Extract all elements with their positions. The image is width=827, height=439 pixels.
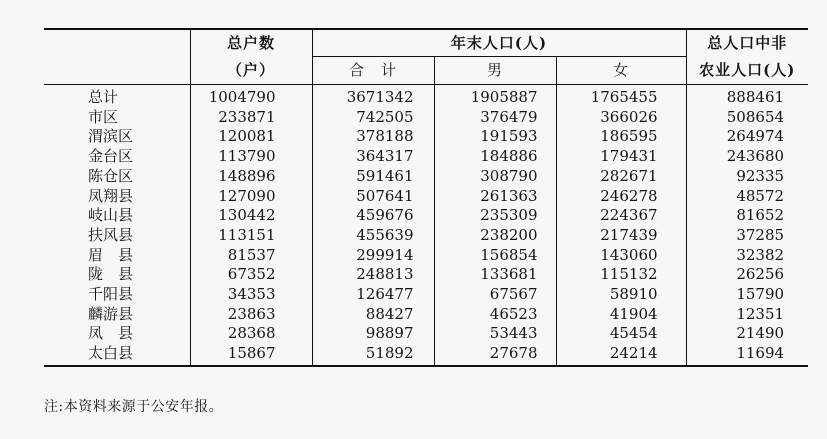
- table-row: [44, 344, 808, 366]
- nonagricultural-population-cell: 15790: [686, 285, 808, 305]
- male-population-cell: 156854: [434, 246, 556, 266]
- households-cell: 233871: [190, 108, 312, 128]
- table-row: [44, 206, 808, 226]
- nonagricultural-population-cell: 37285: [686, 226, 808, 246]
- female-population-cell: 246278: [556, 187, 686, 207]
- header-households-unit: （户）: [190, 57, 312, 85]
- female-population-cell: 186595: [556, 127, 686, 147]
- total-population-cell: 98897: [312, 324, 434, 344]
- table-header: [44, 29, 808, 85]
- nonagricultural-population-cell: 92335: [686, 167, 808, 187]
- households-cell: 113151: [190, 226, 312, 246]
- nonagricultural-population-cell: 32382: [686, 246, 808, 266]
- table-row: [44, 324, 808, 344]
- households-cell: 130442: [190, 206, 312, 226]
- total-population-cell: 51892: [312, 344, 434, 366]
- male-population-cell: 53443: [434, 324, 556, 344]
- nonagricultural-population-cell: 12351: [686, 305, 808, 325]
- households-cell: 34353: [190, 285, 312, 305]
- region-name-cell: 陇 县: [88, 265, 134, 284]
- table-row: [44, 265, 808, 285]
- table-row: [44, 285, 808, 305]
- header-male: 男: [434, 57, 556, 85]
- table-row: [44, 167, 808, 187]
- male-population-cell: 308790: [434, 167, 556, 187]
- households-cell: 113790: [190, 147, 312, 167]
- header-region-blank-2: [44, 57, 190, 85]
- region-name-cell: 眉 县: [88, 245, 134, 264]
- nonagricultural-population-cell: 11694: [686, 344, 808, 366]
- table-row: [44, 305, 808, 325]
- region-name-cell: 岐山县: [88, 206, 134, 225]
- female-population-cell: 179431: [556, 147, 686, 167]
- header-female: 女: [556, 57, 686, 85]
- nonagricultural-population-cell: 508654: [686, 108, 808, 128]
- households-cell: 67352: [190, 265, 312, 285]
- header-year-end-population: 年末人口(人): [312, 29, 686, 57]
- male-population-cell: 261363: [434, 187, 556, 207]
- households-cell: 127090: [190, 187, 312, 207]
- total-population-cell: 591461: [312, 167, 434, 187]
- table-row: [44, 246, 808, 266]
- male-population-cell: 376479: [434, 108, 556, 128]
- female-population-cell: 282671: [556, 167, 686, 187]
- male-population-cell: 46523: [434, 305, 556, 325]
- region-name-cell: 凤翔县: [88, 186, 134, 205]
- female-population-cell: 45454: [556, 324, 686, 344]
- region-name-cell: 市区: [88, 107, 119, 126]
- households-cell: 23863: [190, 305, 312, 325]
- header-households: 总户数: [190, 29, 312, 57]
- region-name-cell: 陈仓区: [88, 166, 134, 185]
- households-cell: 81537: [190, 246, 312, 266]
- male-population-cell: 184886: [434, 147, 556, 167]
- total-population-cell: 459676: [312, 206, 434, 226]
- male-population-cell: 27678: [434, 344, 556, 366]
- households-cell: 28368: [190, 324, 312, 344]
- female-population-cell: 1765455: [556, 85, 686, 108]
- header-region-blank: [44, 29, 190, 57]
- female-population-cell: 366026: [556, 108, 686, 128]
- region-name-cell: 千阳县: [88, 285, 134, 304]
- population-table: [44, 28, 808, 367]
- region-name-cell: 麟游县: [88, 304, 134, 323]
- header-total: 合 计: [312, 57, 434, 85]
- total-population-cell: 126477: [312, 285, 434, 305]
- nonagricultural-population-cell: 888461: [686, 85, 808, 108]
- households-cell: 1004790: [190, 85, 312, 108]
- total-population-cell: 248813: [312, 265, 434, 285]
- female-population-cell: 115132: [556, 265, 686, 285]
- table-row: [44, 127, 808, 147]
- nonagricultural-population-cell: 264974: [686, 127, 808, 147]
- male-population-cell: 238200: [434, 226, 556, 246]
- table-row: [44, 226, 808, 246]
- nonagricultural-population-cell: 21490: [686, 324, 808, 344]
- nonagricultural-population-cell: 81652: [686, 206, 808, 226]
- male-population-cell: 1905887: [434, 85, 556, 108]
- population-table-container: [44, 28, 808, 367]
- total-population-cell: 364317: [312, 147, 434, 167]
- total-population-cell: 507641: [312, 187, 434, 207]
- region-name-cell: 金台区: [88, 147, 134, 166]
- region-name-cell: 太白县: [44, 344, 190, 366]
- nonagricultural-population-cell: 48572: [686, 187, 808, 207]
- table-row: [44, 108, 808, 128]
- source-note: 注:本资料来源于公安年报。: [44, 399, 224, 415]
- nonagricultural-population-cell: 243680: [686, 147, 808, 167]
- table-body: [44, 85, 808, 366]
- households-cell: 120081: [190, 127, 312, 147]
- total-population-cell: 742505: [312, 108, 434, 128]
- region-name-cell: 渭滨区: [88, 127, 134, 146]
- nonagricultural-population-cell: 26256: [686, 265, 808, 285]
- table-row: [44, 147, 808, 167]
- total-population-cell: 299914: [312, 246, 434, 266]
- total-population-cell: 455639: [312, 226, 434, 246]
- header-nonagri-line1: 总人口中非: [686, 29, 808, 57]
- region-name-cell: 总计: [88, 88, 119, 106]
- female-population-cell: 24214: [556, 344, 686, 366]
- total-population-cell: 378188: [312, 127, 434, 147]
- households-cell: 15867: [190, 344, 312, 366]
- female-population-cell: 41904: [556, 305, 686, 325]
- female-population-cell: 217439: [556, 226, 686, 246]
- households-cell: 148896: [190, 167, 312, 187]
- header-nonagri-line2: 农业人口(人): [686, 57, 808, 85]
- male-population-cell: 133681: [434, 265, 556, 285]
- male-population-cell: 191593: [434, 127, 556, 147]
- male-population-cell: 67567: [434, 285, 556, 305]
- total-population-cell: 3671342: [312, 85, 434, 108]
- table-row: [44, 187, 808, 207]
- female-population-cell: 143060: [556, 246, 686, 266]
- female-population-cell: 58910: [556, 285, 686, 305]
- total-population-cell: 88427: [312, 305, 434, 325]
- region-name-cell: 凤 县: [88, 324, 134, 343]
- male-population-cell: 235309: [434, 206, 556, 226]
- table-row: [44, 85, 808, 108]
- region-name-cell: 扶风县: [88, 225, 134, 244]
- female-population-cell: 224367: [556, 206, 686, 226]
